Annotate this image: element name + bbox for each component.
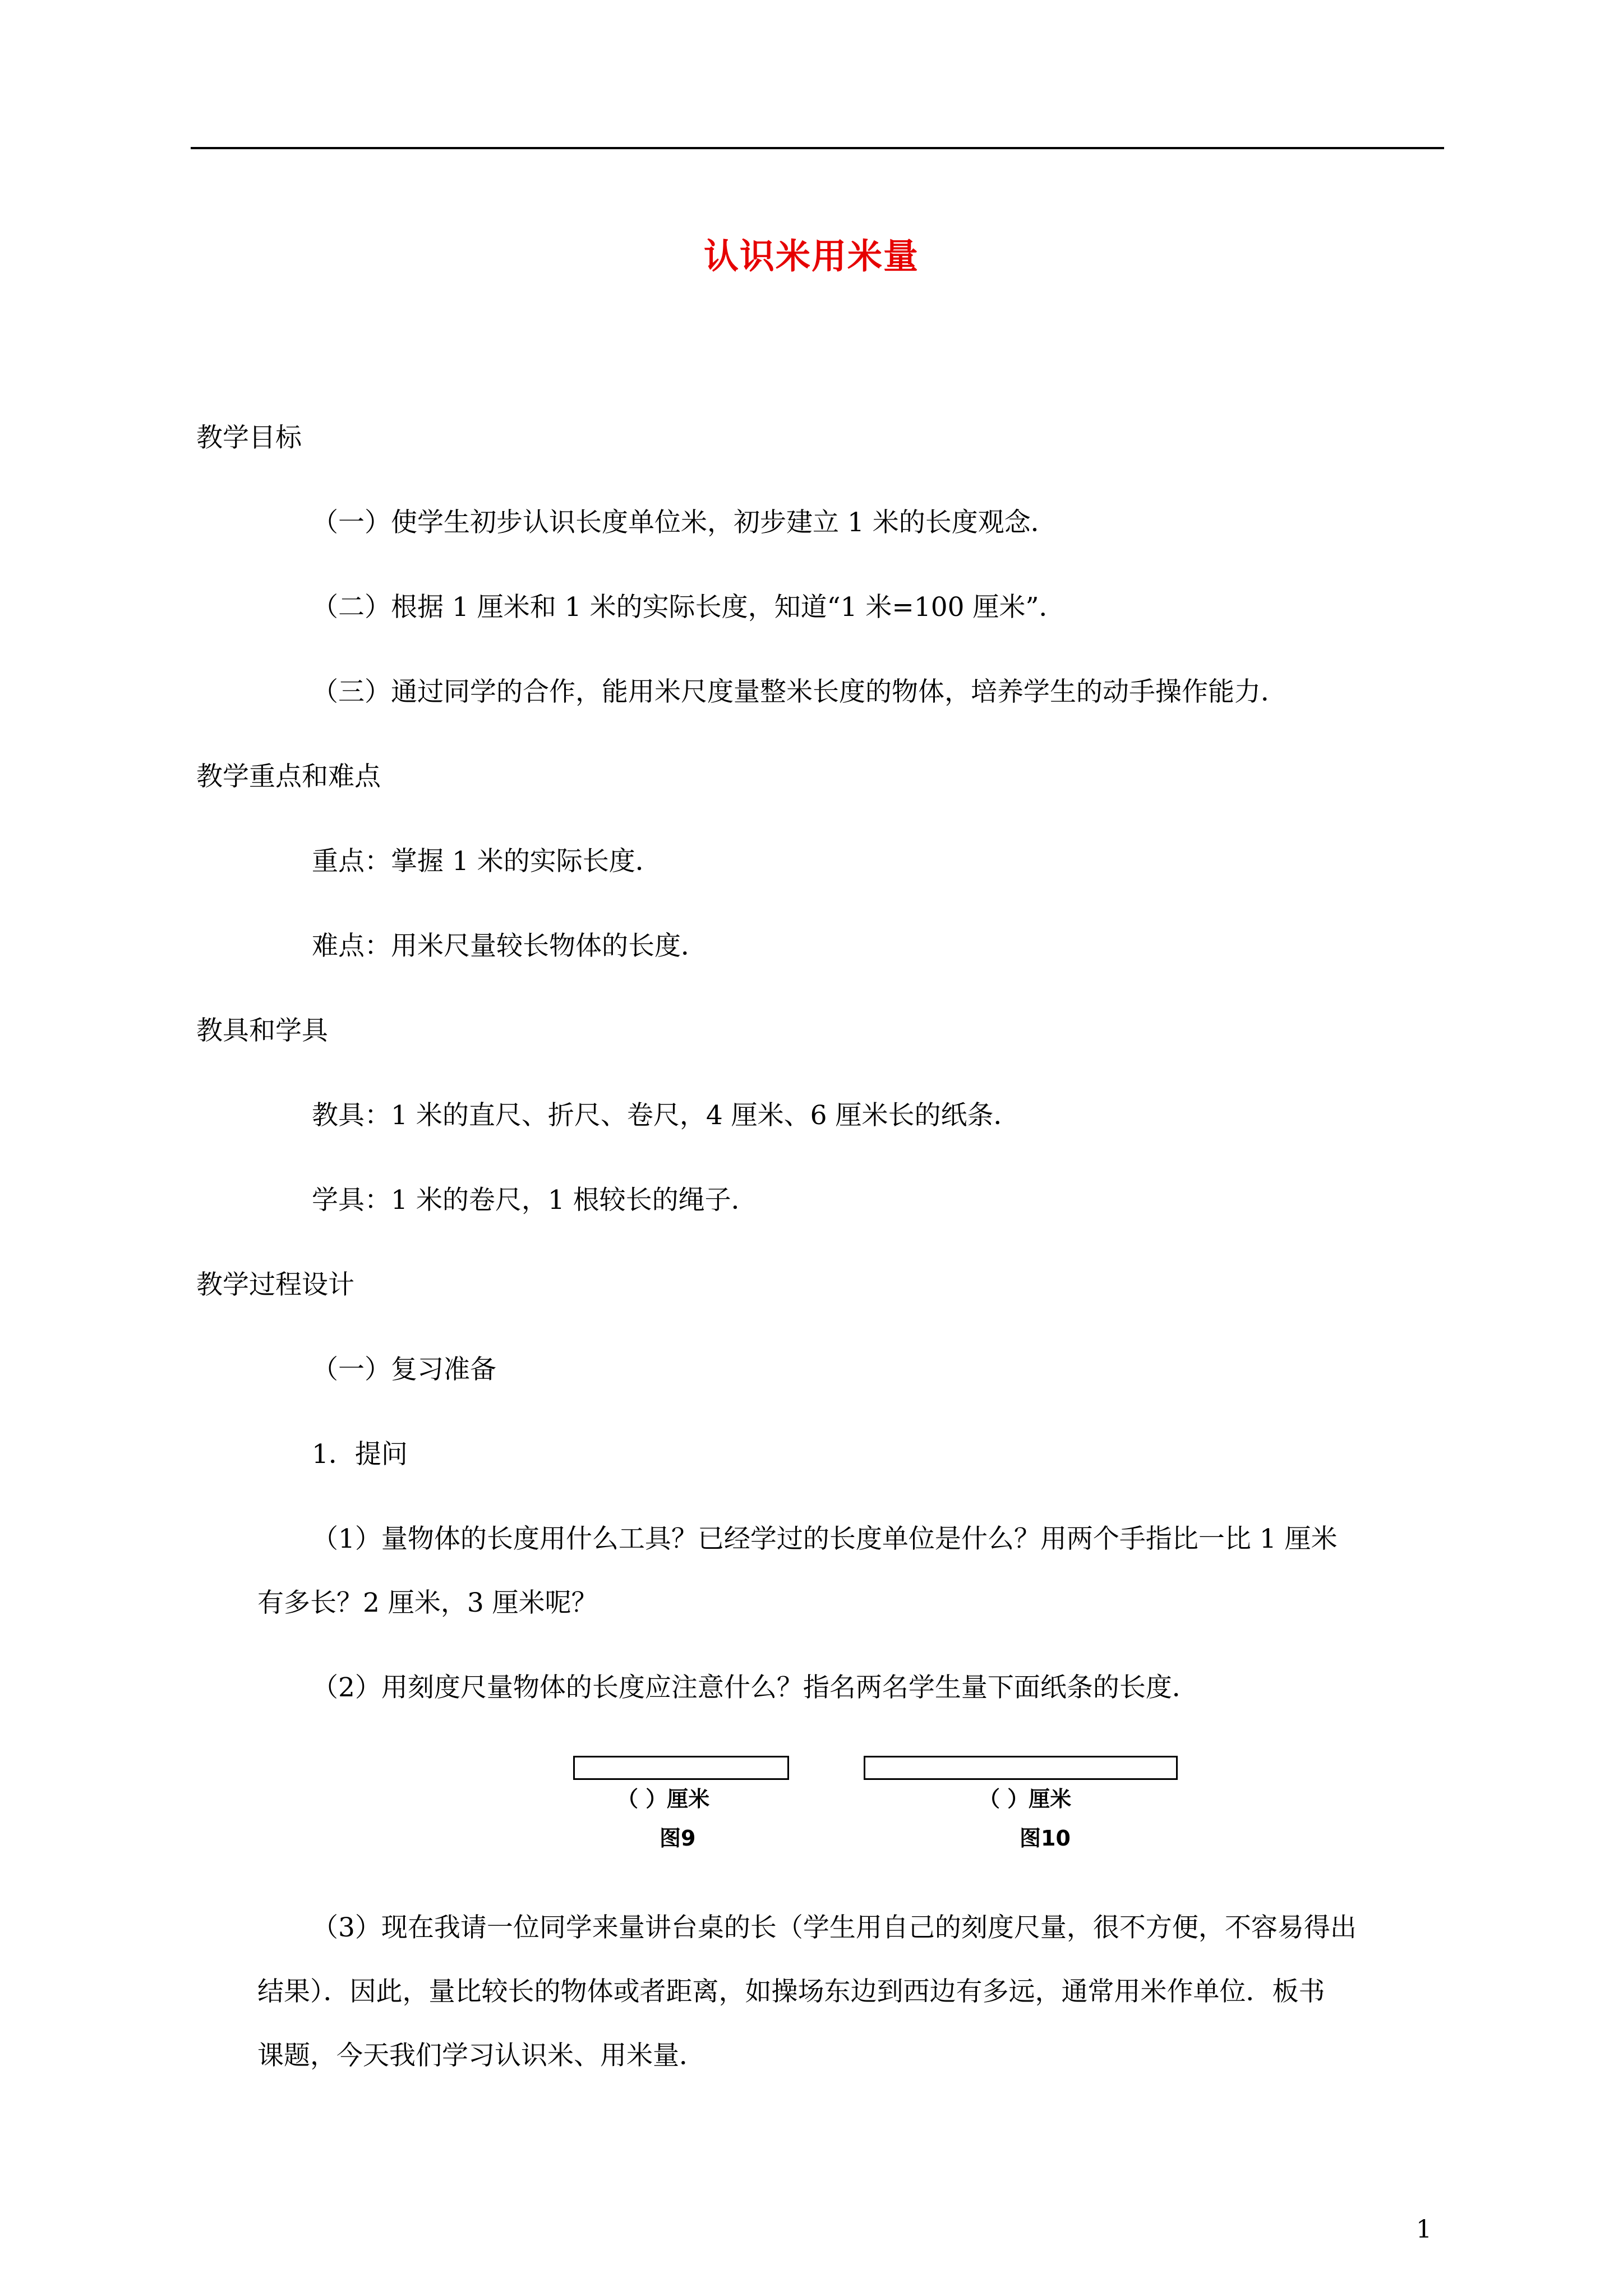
header-rule: [191, 147, 1444, 149]
page-title: 认识米用米量: [703, 236, 919, 277]
key-heading: 教学重点和难点: [196, 761, 381, 792]
goals-heading: 教学目标: [196, 422, 302, 453]
difficult-point: 难点：用米尺量较长物体的长度．: [312, 931, 707, 961]
figure-caption-10: 图10: [1020, 1826, 1071, 1851]
goal-2: （二）根据 1 厘米和 1 米的实际长度，知道“1 米=100 厘米”．: [312, 592, 1066, 623]
question-1-line-1: （1）量物体的长度用什么工具？已经学过的长度单位是什么？用两个手指比一比 1 厘米: [312, 1524, 1338, 1554]
review-heading: （一）复习准备: [312, 1354, 496, 1385]
paper-strip-figure: [561, 1756, 1200, 1868]
question-heading: 1．提问: [312, 1439, 408, 1470]
student-tools: 学具：1 米的卷尺，1 根较长的绳子．: [312, 1185, 758, 1216]
goal-3: （三）通过同学的合作，能用米尺度量整米长度的物体，培养学生的动手操作能力．: [312, 677, 1287, 707]
figure-caption-9: 图9: [660, 1826, 696, 1851]
strip-length-blank-left: （ ）厘米: [617, 1787, 710, 1811]
question-3-line-2: 结果）．因此，量比较长的物体或者距离，如操场东边到西边有多远，通常用米作单位．板书: [257, 1976, 1325, 2007]
strip-length-blank-right: （ ）厘米: [979, 1787, 1072, 1811]
tools-heading: 教具和学具: [196, 1015, 328, 1046]
page-number: 1: [1416, 2215, 1432, 2244]
question-3-line-3: 课题，今天我们学习认识米、用米量．: [257, 2040, 706, 2071]
question-2: （2）用刻度尺量物体的长度应注意什么？指名两名学生量下面纸条的长度．: [312, 1672, 1198, 1703]
teacher-tools: 教具：1 米的直尺、折尺、卷尺，4 厘米、6 厘米长的纸条．: [312, 1100, 1020, 1131]
paper-strip-long: [864, 1756, 1178, 1780]
key-point: 重点：掌握 1 米的实际长度．: [312, 846, 662, 877]
question-3-line-1: （3）现在我请一位同学来量讲台桌的长（学生用自己的刻度尺量，很不方便，不容易得出: [312, 1912, 1357, 1943]
question-1-line-2: 有多长？2 厘米，3 厘米呢？: [257, 1588, 598, 1618]
process-heading: 教学过程设计: [196, 1269, 354, 1300]
goal-1: （一）使学生初步认识长度单位米，初步建立 1 米的长度观念．: [312, 507, 1057, 538]
paper-strip-short: [573, 1756, 789, 1780]
